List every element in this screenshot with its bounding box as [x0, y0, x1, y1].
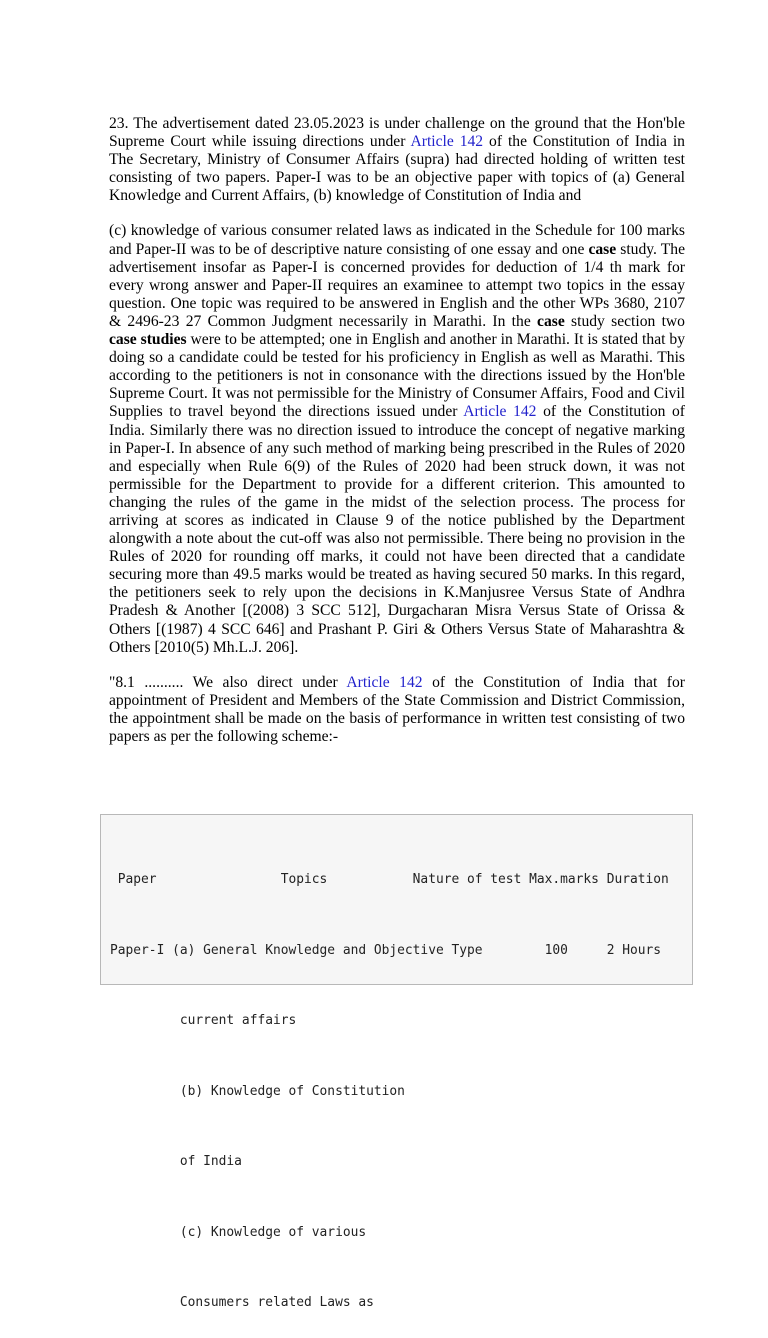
- article-142-link[interactable]: Article 142: [346, 673, 423, 691]
- article-142-link[interactable]: Article 142: [410, 133, 484, 151]
- scheme-row: (b) Knowledge of Constitution: [110, 1083, 405, 1099]
- paragraph-c-text-2: study. The advertisement insofar as Paper-I is concerned provides for deduction of 1/4 th mark for every wrong answer and Paper-II requires an examinee to attempt two topics in the essay question. One topic was required to be answered in English and the other WPs 3680, 2107 & 2496-23 27 Common Judgment necessarily in Marathi. In the: [109, 240, 685, 330]
- article-142-link[interactable]: Article 142: [463, 403, 537, 421]
- scheme-header-row: Paper Topics Nature of test Max.marks Duration: [110, 872, 669, 887]
- exam-scheme-table: [100, 814, 693, 1310]
- paragraph-8-1-text-2: of the Constitution of India that for appointment of President and Members of the State Commission and District Commission, the appointment shall be made on the basis of performance in written test consisting of two papers as per the following scheme:-: [109, 673, 685, 745]
- paragraph-c-text-4: were to be attempted; one in English and another in Marathi. It is stated that by doing so a candidate could be tested for his proficiency in English as well as Marathi. This according to the petitioners is not in consonance with the directions issued by the Hon'ble Supreme Court. It was not permissible for the Ministry of Consumer Affairs, Food and Civil Supplies to travel beyond the directions issued under: [109, 331, 685, 421]
- paragraph-c-text-1: (c) knowledge of various consumer related laws as indicated in the Schedule for 100 marks and Paper-II was to be of descriptive nature consisting of one essay and one: [109, 222, 685, 258]
- scheme-row: Consumers related Laws as: [110, 1295, 374, 1310]
- scheme-row: (c) Knowledge of various: [110, 1224, 367, 1240]
- paragraph-c: [109, 222, 685, 656]
- highlight-case: case: [588, 240, 617, 258]
- paragraph-23-text-2: of the Constitution of India in The Secretary, Ministry of Consumer Affairs (supra) had directed holding of written test consisting of two papers. Paper-I was to be an objective paper with topics of (a) General Knowledge and Current Affairs, (b) knowledge of Constitution of India and: [109, 133, 685, 205]
- paragraph-8-1: [109, 674, 685, 746]
- scheme-row: of India: [110, 1154, 242, 1169]
- paragraph-c-text-3: study section two: [564, 312, 685, 330]
- scheme-row: Paper-I (a) General Knowledge and Objective Type 100 2 Hours: [110, 942, 662, 958]
- scheme-row: current affairs: [110, 1013, 297, 1028]
- document-body: [109, 115, 685, 763]
- paragraph-23-text-1: 23. The advertisement dated 23.05.2023 is under challenge on the ground that the Hon'ble Supreme Court while issuing directions under: [109, 115, 685, 151]
- paragraph-8-1-text-1: "8.1 .......... We also direct under: [109, 673, 347, 691]
- paragraph-c-text-5: of the Constitution of India. Similarly there was no direction issued to introduce the concept of negative marking in Paper-I. In absence of any such method of marking being prescribed in the Rules of 2020 and especially when Rule 6(9) of the Rules of 2020 had been struck down, it was not permissible for the Department to provide for a different criterion. This amounted to changing the rules of the game in the midst of the selection process. The process for arriving at scores as indicated in Clause 9 of the notice published by the Department alongwith a note about the cut-off was also not permissible. There being no provision in the Rules of 2020 for rounding off marks, it could not have been directed that a candidate securing more than 49.5 marks would be treated as having secured 50 marks. In this regard, the petitioners seek to rely upon the decisions in K.Manjusree Versus State of Andhra Pradesh & Another [(2008) 3 SCC 512], Durgacharan Misra Versus State of Orissa & Others [(1987) 4 SCC 646] and Prashant P. Giri & Others Versus State of Maharashtra & Others [2010(5) Mh.L.J. 206].: [109, 403, 685, 656]
- highlight-case-studies: case studies: [109, 331, 187, 349]
- paragraph-23: [109, 115, 685, 205]
- highlight-case: case: [537, 312, 565, 330]
